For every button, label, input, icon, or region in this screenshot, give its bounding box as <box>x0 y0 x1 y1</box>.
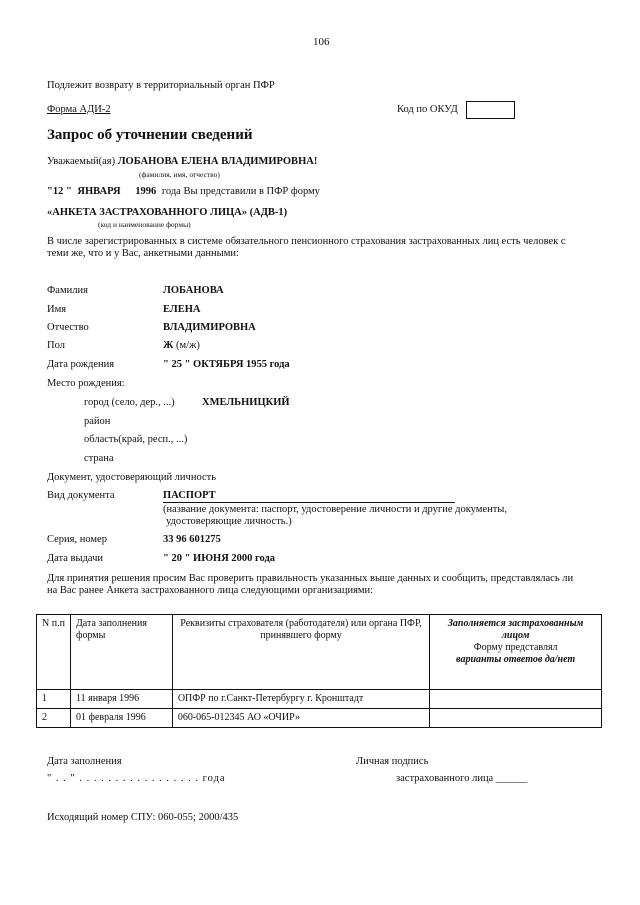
greeting-prefix: Уважаемый(ая) <box>47 156 116 167</box>
row-1-num: 1 <box>37 690 71 709</box>
table-row <box>37 690 602 709</box>
surname-value: ЛОБАНОВА <box>163 285 224 296</box>
row-2-num: 2 <box>37 709 71 728</box>
row-2-details: 060-065-012345 АО «ОЧИР» <box>172 709 429 728</box>
country-label: страна <box>84 453 114 464</box>
name-label: Имя <box>47 304 67 315</box>
header-fill <box>430 615 602 690</box>
header-details: Реквизиты страхователя (работодателя) или органа ПФР, принявшего форму <box>172 615 429 690</box>
okud-label: Код по ОКУД <box>397 104 458 115</box>
series-value: 33 96 601275 <box>163 534 221 545</box>
outgoing-number: Исходящий номер СПУ: 060-055; 2000/435 <box>47 812 239 823</box>
header-fill-2: Форму представлял <box>473 642 558 653</box>
signature-label: Личная подпись <box>356 756 429 767</box>
submission-year: 1996 <box>135 186 157 197</box>
addressee-name: ЛОБАНОВА ЕЛЕНА ВЛАДИМИРОВНА! <box>117 156 318 167</box>
city-value: ХМЕЛЬНИЦКИЙ <box>202 397 290 408</box>
submission-month: ЯНВАРЯ <box>77 186 121 197</box>
sex-value: Ж <box>163 340 174 351</box>
page-number: 106 <box>313 36 330 48</box>
header-fill-1: Заполняется застрахованным лицом <box>447 618 584 641</box>
birthdate-label: Дата рождения <box>47 359 115 370</box>
region-label: область(край, респ., ...) <box>84 434 188 445</box>
district-label: район <box>84 416 111 427</box>
id-doc-label: Документ, удостоверяющий личность <box>47 472 216 483</box>
form-name: «АНКЕТА ЗАСТРАХОВАННОГО ЛИЦА» (АДВ-1) <box>47 207 288 218</box>
fill-date-label: Дата заполнения <box>47 756 122 767</box>
request-text-1: Для принятия решения просим Вас проверить правильность указанных выше данных и сообщить, представлялась ли <box>47 573 574 584</box>
sex-label: Пол <box>47 340 65 351</box>
fill-date-field[interactable]: " . . " . . . . . . . . . . . . . . . . . года <box>47 773 226 784</box>
birthdate-value: " 25 " ОКТЯБРЯ 1955 года <box>163 359 290 370</box>
patronymic-value: ВЛАДИМИРОВНА <box>163 322 256 333</box>
series-label: Серия, номер <box>47 534 107 545</box>
insured-signature-field[interactable]: застрахованного лица ______ <box>396 773 528 784</box>
doc-type-hint-1: (название документа: паспорт, удостоверение личности и другие документы, <box>163 504 507 515</box>
surname-label: Фамилия <box>47 285 88 296</box>
form-label: Форма АДИ-2 <box>47 104 111 115</box>
header-fill-3: варианты ответов да/нет <box>456 654 576 665</box>
submission-suffix: года Вы представили в ПФР форму <box>161 186 320 197</box>
doc-type-label: Вид документа <box>47 490 115 501</box>
okud-code-box <box>466 101 515 119</box>
addressee-caption: (фамилия, имя, отчество) <box>139 170 220 179</box>
intro-text-1: В числе зарегистрированных в системе обязательного пенсионного страхования застрахованных лиц есть человек с <box>47 236 566 247</box>
header-date: Дата заполнения формы <box>70 615 172 690</box>
row-1-details: ОПФР по г.Санкт-Петербургу г. Кронштадт <box>172 690 429 709</box>
row-2-answer[interactable] <box>430 709 602 728</box>
issue-label: Дата выдачи <box>47 553 104 564</box>
doc-type-underline <box>163 502 455 503</box>
issue-value: " 20 " ИЮНЯ 2000 года <box>163 553 276 564</box>
form-name-caption: (код и наименование формы) <box>98 220 191 229</box>
page-title: Запрос об уточнении сведений <box>47 127 253 143</box>
submission-day: "12 " <box>47 186 72 197</box>
patronymic-label: Отчество <box>47 322 89 333</box>
doc-type-value: ПАСПОРТ <box>163 490 216 501</box>
return-note: Подлежит возврату в территориальный орган ПФР <box>47 80 275 91</box>
greeting <box>47 156 317 167</box>
sex-hint: (м/ж) <box>176 340 200 351</box>
header-num: N п.п <box>37 615 71 690</box>
sex-line <box>163 340 200 351</box>
table-header-row <box>37 615 602 690</box>
intro-text-2: теми же, что и у Вас, анкетными данными: <box>47 248 239 259</box>
submission-date-line <box>47 186 320 197</box>
birthplace-label: Место рождения: <box>47 378 125 389</box>
organizations-table <box>36 614 602 728</box>
row-1-date: 11 января 1996 <box>70 690 172 709</box>
row-2-date: 01 февраля 1996 <box>70 709 172 728</box>
table-row <box>37 709 602 728</box>
request-text-2: на Вас ранее Анкета застрахованного лица следующими организациями: <box>47 585 374 596</box>
doc-type-hint-2: удостоверяющие личность.) <box>166 516 292 527</box>
name-value: ЕЛЕНА <box>163 304 201 315</box>
row-1-answer[interactable] <box>430 690 602 709</box>
city-label: город (село, дер., ...) <box>84 397 175 408</box>
